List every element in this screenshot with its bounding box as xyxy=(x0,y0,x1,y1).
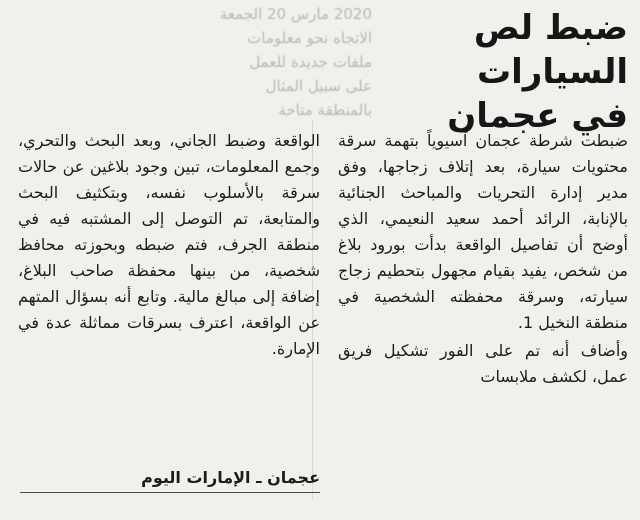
bleed-line: على سبيل المثال xyxy=(265,77,372,95)
article-byline: عجمان ـ الإمارات اليوم xyxy=(141,468,320,487)
headline-line-2: في عجمان xyxy=(447,96,628,136)
article-headline xyxy=(378,6,628,138)
bleed-through-text xyxy=(0,0,380,120)
bleed-line: 2020 مارس 20 الجمعة xyxy=(219,5,372,23)
bleed-line: بالمنطقة متاحة xyxy=(278,101,372,119)
headline-line-1: ضبط لص السيارات xyxy=(473,8,628,92)
bleed-line: ملفات جديدة للعمل xyxy=(249,53,372,71)
article-column-right xyxy=(338,128,628,390)
byline-rule xyxy=(20,492,320,493)
article-paragraph: الواقعة وضبط الجاني، وبعد البحث والتحري، وجمع المعلومات، تبين وجود بلاغين عن حالات سرقة بالأسلوب نفسه، وبتكثيف البحث والمتابعة، تم التوصل إلى المشتبه فيه في منطقة الجرف، فتم ضبطه وبحوزته محافظ شخصية، من بينها محفظة صاحب البلاغ، إضافة إلى مبالغ مالية. وتابع أنه بسؤال المتهم عن الواقعة، اعترف بسرقات مماثلة عدة في الإمارة. xyxy=(18,131,320,358)
article-column-left xyxy=(18,128,320,362)
bleed-line: الاتجاه نحو معلومات xyxy=(247,29,372,47)
article-paragraph: وأضاف أنه تم على الفور تشكيل فريق عمل، لكشف ملابسات xyxy=(338,341,628,386)
article-paragraph: ضبطت شرطة عجمان آسيوياً بتهمة سرقة محتويات سيارة، بعد إتلاف زجاجها، وفق مدير إدارة التحريات والمباحث الجنائية بالإنابة، الرائد أحمد سعيد النعيمي، الذي أوضح أن تفاصيل الواقعة بدأت بورود بلاغ من شخص، يفيد بقيام مجهول بتحطيم زجاج سيارته، وسرقة محفظته الشخصية في منطقة النخيل 1. xyxy=(338,131,628,332)
